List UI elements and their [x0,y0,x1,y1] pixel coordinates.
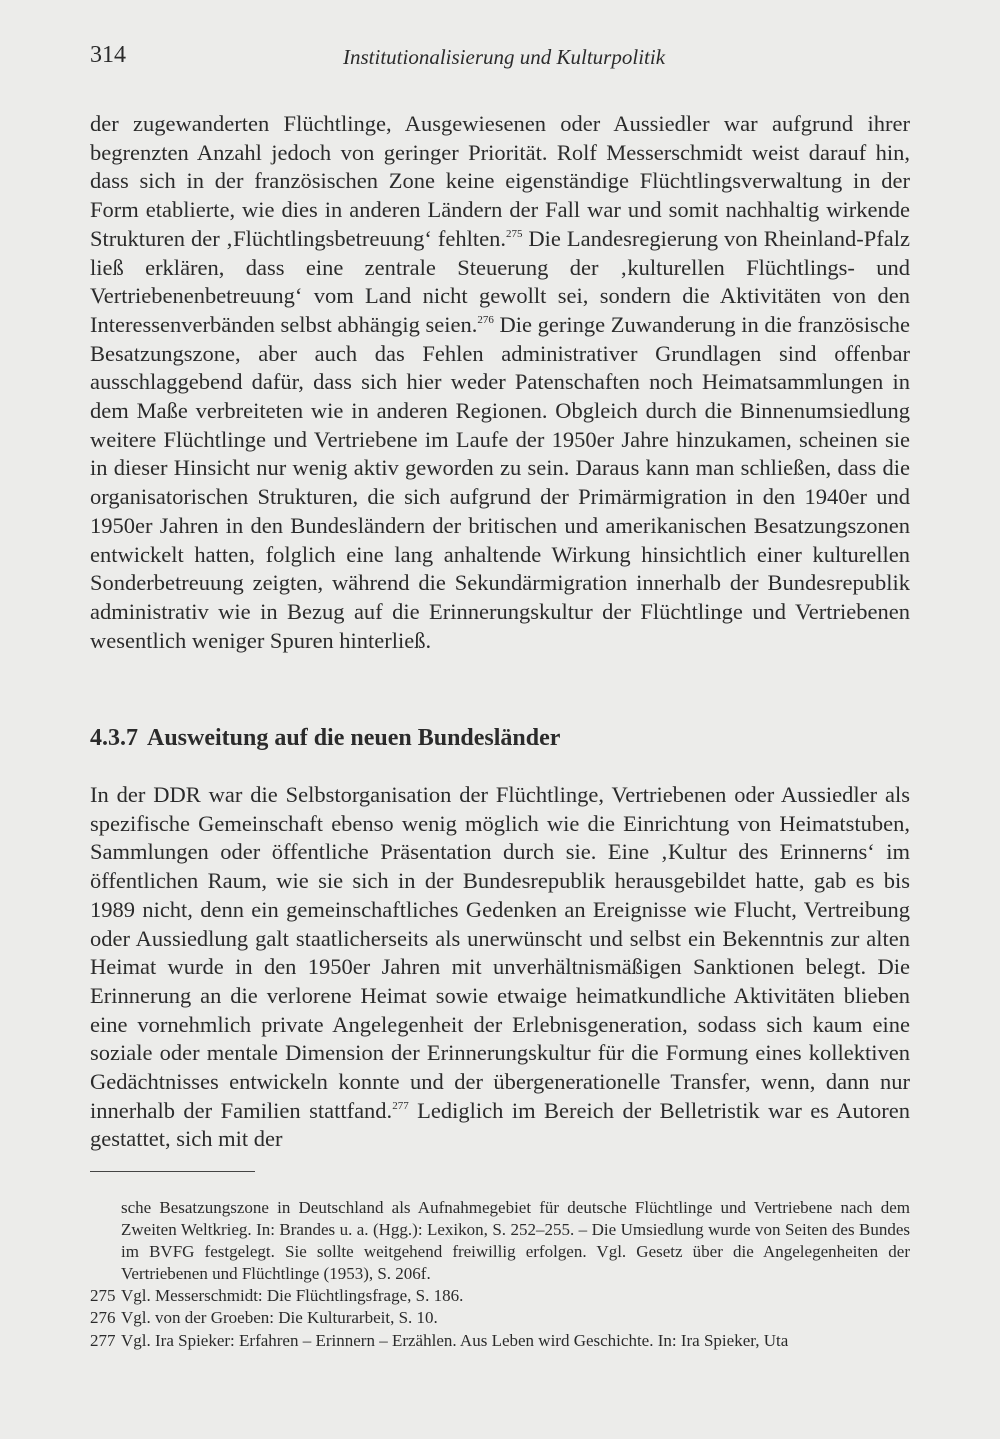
footnote-text: Vgl. von der Groeben: Die Kulturarbeit, S. 10. [121,1308,438,1328]
footnote [90,1285,910,1307]
footnote-continuation: sche Besatzungszone in Deutschland als Aufnahmegebiet für deutsche Flüchtlinge und Vertriebene nach dem Zweiten Weltkrieg. In: Brandes u. a. (Hgg.): Lexikon, S. 252–255. – Die Umsiedlung wurde von Seiten des Bundes im BVFG festgelegt. Sie sollte weitgehend freiwillig erfolgen. Vgl. Gesetz über die Angelegenheiten der Vertriebenen und Flüchtlinge (1953), S. 206f. [121,1198,910,1284]
paragraph-text: Die geringe Zuwanderung in die französische Besatzungszone, aber auch das Fehlen administrativer Grundlagen sind offenbar ausschlaggebend dafür, dass sich hier weder Patenschaften noch Heimatsammlungen in dem Maße verbreiteten wie in anderen Regionen. Obgleich durch die Binnenumsiedlung weitere Flüchtlinge und Vertriebene im Laufe der 1950er Jahre hinzukamen, scheinen sie in dieser Hinsicht nur wenig aktiv geworden zu sein. Daraus kann man schließen, dass die organisatorischen Strukturen, die sich aufgrund der Primärmigration in den 1940er und 1950er Jahren in den Bundesländern der britischen und amerikanischen Besatzungszonen entwickelt hatten, folglich eine lang anhaltende Wirkung hinsichtlich einer kulturellen Sonderbetreuung zeigten, während die Sekundärmigration innerhalb der Bundesrepublik administrativ wie in Bezug auf die Erinnerungskultur der Flüchtlinge und Vertriebenen wesentlich weniger Spuren hinterließ. [90,311,910,653]
footnote-divider [90,1171,255,1172]
paragraph-text: Lediglich im Bereich der Belletristik war es Autoren gestattet, sich mit der [90,1097,911,1152]
footnote [90,1307,910,1329]
footnote-number: 276 [90,1308,116,1328]
footnote-reference[interactable]: 276 [477,313,494,326]
footnote-text: Vgl. Messerschmidt: Die Flüchtlingsfrage, S. 186. [121,1286,464,1306]
footnote [90,1330,910,1352]
body-paragraph [90,110,910,655]
section-title: Ausweitung auf die neuen Bundesländer [147,725,561,751]
page-header [90,42,910,76]
page-number: 314 [90,42,126,68]
paragraph-text: der zugewanderten Flüchtlinge, Ausgewiesenen oder Aussiedler war aufgrund ihrer begrenzten Anzahl jedoch von geringer Priorität. Rolf Messerschmidt weist darauf hin, dass sich in der französischen Zone keine eigenständige Flüchtlingsverwaltung in der Form etablierte, wie dies in anderen Ländern der Fall war und somit nachhaltig wirkende Strukturen der ‚Flüchtlingsbetreuung‘ fehlten. [90,111,910,251]
footnote-number: 275 [90,1286,116,1306]
body-paragraph [90,781,910,1154]
footnotes [90,1197,910,1352]
footnote-number: 277 [90,1330,116,1350]
paragraph-text: Die Landesregierung von Rheinland-Pfalz ließ erklären, dass eine zentrale Steuerung der ‚kulturellen Flüchtlings- und Vertriebenenbetreuung‘ vom Land nicht gewollt sei, sondern die Aktivitäten von den Interessenverbänden selbst abhängig seien. [90,225,910,337]
paragraph-text: In der DDR war die Selbstorganisation der Flüchtlinge, Vertriebenen oder Aussiedler als spezifische Gemeinschaft ebenso wenig möglich wie die Einrichtung von Heimatstuben, Sammlungen oder öffentliche Präsentation durch sie. Eine ‚Kultur des Erinnerns‘ im öffentlichen Raum, wie sie sich in der Bundesrepublik herausgebildet hatte, gab es bis 1989 nicht, denn ein gemeinschaftliches Gedenken an Ereignisse wie Flucht, Vertreibung oder Aussiedlung galt staatlicherseits als unerwünscht und selbst ein Bekenntnis zur alten Heimat wurde in den 1950er Jahren mit unverhältnismäßigen Sanktionen belegt. Die Erinnerung an die verlorene Heimat sowie etwaige heimatkundliche Aktivitäten blieben eine vornehmlich private Angelegenheit der Erlebnisgeneration, sodass sich kaum eine soziale oder mentale Dimension der Erinnerungskultur für die Formung eines kollektiven Gedächtnisses entwickeln konnte und der übergenerationelle Transfer, wenn, dann nur innerhalb der Familien stattfand. [90,782,910,1123]
footnote-reference[interactable]: 275 [505,227,523,240]
footnote-text: Vgl. Ira Spieker: Erfahren – Erinnern – Erzählen. Aus Leben wird Geschichte. In: Ira Spieker, Uta [121,1330,789,1350]
running-title: Institutionalisierung und Kulturpolitik [343,45,666,69]
footnote-reference[interactable]: 277 [392,1099,409,1112]
section-heading [90,725,910,752]
section-number: 4.3.7 [90,725,138,751]
